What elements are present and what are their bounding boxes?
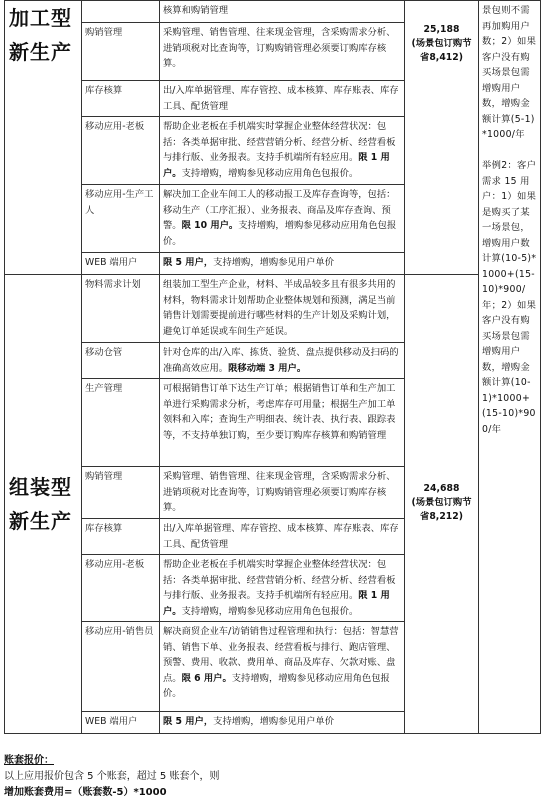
- section-price: 25,188 (场景包订购节省8,412): [411, 24, 472, 63]
- module-desc: 出/入库单据管理、库存管控、成本核算、库存账表、库存工具、配货管理: [160, 81, 405, 117]
- account-pricing-footer: [4, 753, 540, 801]
- module-name: WEB 端用户: [82, 712, 160, 734]
- footer-line: 以上应用报价包含 5 个账套，超过 5 账套个，则: [4, 771, 220, 782]
- module-name: 移动仓管: [82, 343, 160, 379]
- module-desc: 采购管理、销售管理、往来现金管理，含采购需求分析、进销项税对比查询等，订购购销管理必须要订购库存核算。: [160, 23, 405, 81]
- module-desc: 可根据销售订单下达生产订单；根据销售订单和生产加工单进行采购需求分析，考虑库存可用量；根据生产加工单领料和入库；查询生产明细表、统计表、执行表、跟踪表等，不支持单独订购，至少要订购库存核算和购销管理: [160, 379, 405, 467]
- price-cell: [405, 275, 479, 734]
- module-name: 购销管理: [82, 467, 160, 519]
- module-name: WEB 端用户: [82, 253, 160, 275]
- module-desc: 帮助企业老板在手机端实时掌握企业整体经营状况：包括：各类单据审批、经营营销分析、经营分析、经营看板与排行版、业务报表。支持手机端所有轻应用。限 1 用户。支持增购，增购参见移动应用角色包报价。: [160, 117, 405, 185]
- module-name: 购销管理: [82, 23, 160, 81]
- module-desc: 采购管理、销售管理、往来现金管理，含采购需求分析、进销项税对比查询等，订购购销管理必须要订购库存核算。: [160, 467, 405, 519]
- footer-formula: 增加账套费用=（账套数-5）*1000: [4, 787, 167, 798]
- module-desc: 帮助企业老板在手机端实时掌握企业整体经营状况：包括：各类单据审批、经营营销分析、经营分析、经营看板与排行版、业务报表。支持手机端所有轻应用。限 1 用户。支持增购，增购参见移动应用角色包报价。: [160, 555, 405, 622]
- module-desc: 解决加工企业车间工人的移动报工及库存查询等，包括：移动生产（工序汇报）、业务报表、商品及库存查询、预警。限 10 用户。支持增购，增购参见移动应用角色包报价。: [160, 185, 405, 253]
- section-price: 24,688 (场景包订购节省8,212): [411, 483, 472, 522]
- note-cell: [479, 1, 541, 734]
- module-name: 移动应用-老板: [82, 117, 160, 185]
- module-name: [82, 1, 160, 23]
- table-row: [5, 275, 541, 343]
- module-desc: 出/入库单据管理、库存管控、成本核算、库存账表、库存工具、配货管理: [160, 519, 405, 555]
- category-cell: [5, 275, 82, 734]
- module-desc: 组装加工型生产企业，材料、半成品较多且有很多共用的材料，物料需求计划帮助企业整体规划和预测，满足当前销售计划需要提前进行哪些材料的生产计划及采购计划，避免订单延误或车间生产延误。: [160, 275, 405, 343]
- module-desc: 针对仓库的出/入库、拣货、验货、盘点提供移动及扫码的准确高效应用。限移动端 3 用户。: [160, 343, 405, 379]
- module-desc: 解决商贸企业车/访销销售过程管理和执行：包括：智慧营销、销售下单、业务报表、经营看板与排行、跑店管理、预警、费用、收款、费用单、商品及库存、欠款对账、盘点。限 6 用户。支持增购，增购参见移动应用角色包报价。: [160, 622, 405, 712]
- price-cell: [405, 1, 479, 275]
- category-title: 加工型 新生产: [9, 6, 72, 64]
- pricing-table: [4, 0, 541, 734]
- module-name: 移动应用-老板: [82, 555, 160, 622]
- module-name: 库存核算: [82, 81, 160, 117]
- category-cell: [5, 1, 82, 275]
- category-title: 组装型 新生产: [9, 475, 72, 533]
- module-name: 生产管理: [82, 379, 160, 467]
- module-name: 移动应用-生产工人: [82, 185, 160, 253]
- module-name: 移动应用-销售员: [82, 622, 160, 712]
- module-name: 物料需求计划: [82, 275, 160, 343]
- module-desc: 核算和购销管理: [160, 1, 405, 23]
- module-desc: 限 5 用户，支持增购，增购参见用户单价: [160, 253, 405, 275]
- module-name: 库存核算: [82, 519, 160, 555]
- module-desc: 限 5 用户，支持增购，增购参见用户单价: [160, 712, 405, 734]
- pricing-note: 景包则不需再加购用户数；2）如果客户没有购买场景包需增购用户数，增购金额计算(5-1)*1000/年 举例2：客户需求 15 用户：1）如果是购买了某一场景包，增购用户数计算(10-5)*1000+(15-10)*900/年；2）如果客户没有购买场景包需增购用户数，增购金额计算(10-1)*1000+(15-10)*900/年: [482, 5, 537, 435]
- table-row: [5, 1, 541, 23]
- footer-title: 账套报价：: [4, 755, 54, 766]
